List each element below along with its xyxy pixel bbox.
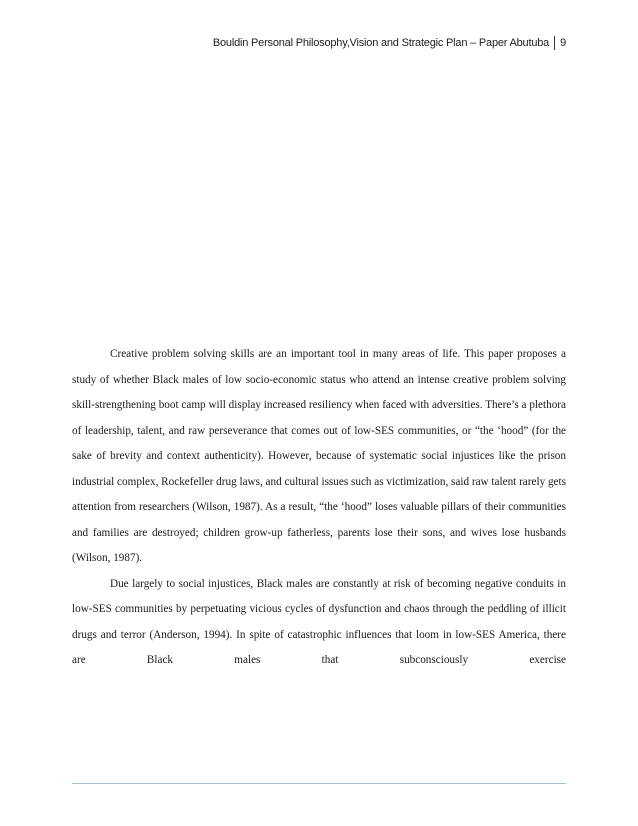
running-header (213, 36, 566, 50)
header-title: Bouldin Personal Philosophy,Vision and Strategic Plan – Paper Abutuba (212, 37, 550, 49)
paragraph-creative-problem-solving: Creative problem solving skills are an important tool in many areas of life. This paper proposes a study of whether Black males of low socio-economic status who attend an intense creative problem solving skill-strengthening boot camp will display increased resiliency when faced with adversities. There’s a plethora of leadership, talent, and raw perseverance that comes out of low-SES communities, or “the ‘hood” (for the sake of brevity and context authenticity). However, because of systematic social injustices like the prison industrial complex, Rockefeller drug laws, and cultural issues such as victimization, said raw talent rarely gets attention from researchers (Wilson, 1987). As a result, “the ‘hood” loses valuable pillars of their communities and families are destroyed; children grow-up fatherless, parents lose their sons, and wives lose husbands (Wilson, 1987). (72, 348, 566, 564)
footer-rule (72, 783, 566, 784)
paragraph-social-injustices: Due largely to social injustices, Black males are constantly at risk of becoming negative conduits in low-SES communities by perpetuating vicious cycles of dysfunction and chaos through the peddling of illicit drugs and terror (Anderson, 1994). In spite of catastrophic influences that loom in low-SES America, there are Black males that subconsciously exercise (72, 577, 566, 666)
page-number: 9 (560, 37, 566, 49)
body-text (72, 342, 566, 674)
header-divider (554, 36, 555, 50)
